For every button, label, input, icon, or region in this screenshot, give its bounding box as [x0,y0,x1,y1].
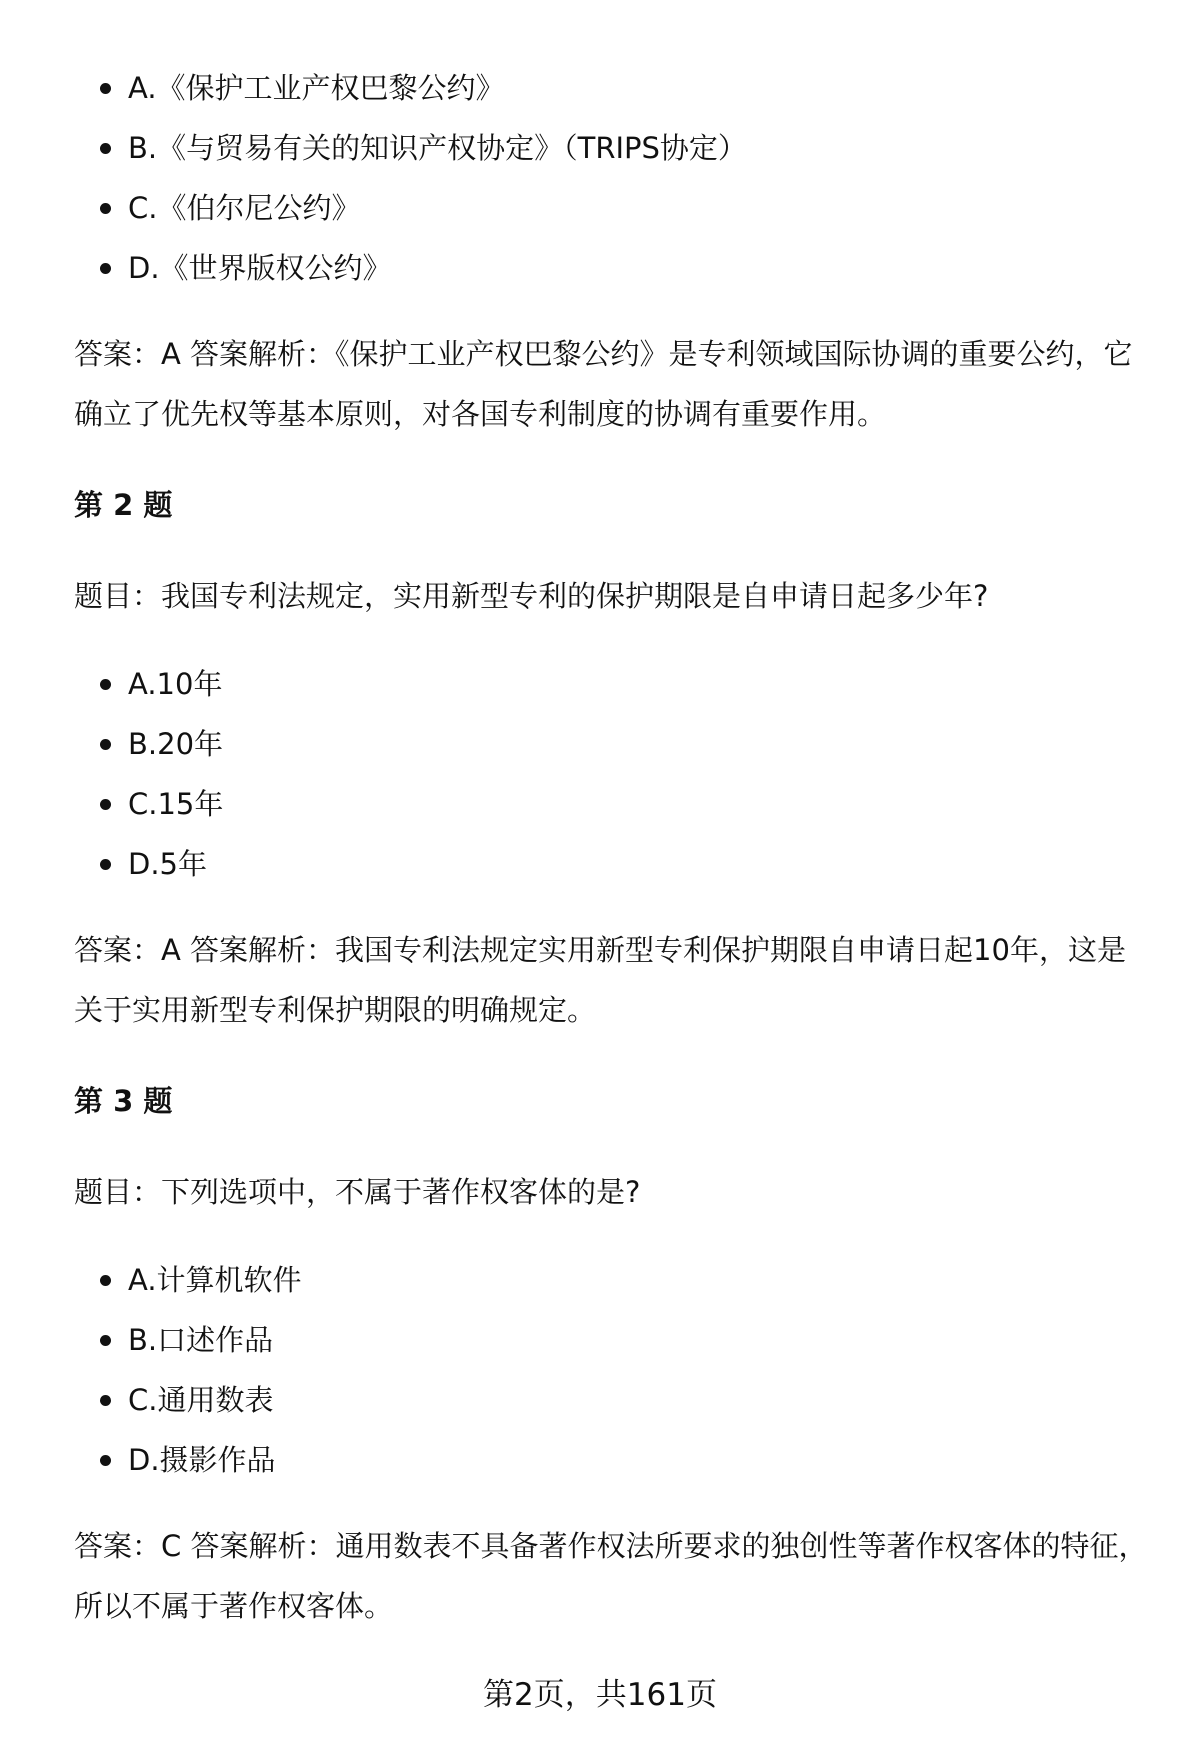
q2-question: 题目：我国专利法规定，实用新型专利的保护期限是自申请日起多少年? [74,579,989,613]
bullet-icon [100,203,111,214]
bullet-icon [100,799,111,810]
q3-option-d: D.摄影作品 [74,1430,1154,1490]
q3-option-b: B.口述作品 [74,1310,1154,1370]
bullet-icon [100,143,111,154]
bullet-icon [100,679,111,690]
q3-option-c: C.通用数表 [74,1370,1154,1430]
bullet-icon [100,83,111,94]
q3-question: 题目：下列选项中，不属于著作权客体的是? [74,1175,641,1209]
q3-option-list [74,1250,1154,1490]
q3-answer: 答案：C 答案解析：通用数表不具备著作权法所要求的独创性等著作权客体的特征，所以不属于著作权客体。 [74,1529,1148,1623]
q2-option-d: D.5年 [74,834,1154,894]
q2-option-b: B.20年 [74,714,1154,774]
page-number-footer: 第2页，共161页 [483,1677,717,1713]
q1-option-list [74,58,1154,298]
q3-heading: 第 3 题 [74,1084,173,1118]
q2-option-c: C.15年 [74,774,1154,834]
q1-option-b: B.《与贸易有关的知识产权协定》（TRIPS协定） [74,118,1154,178]
bullet-icon [100,1455,111,1466]
bullet-icon [100,859,111,870]
q3-option-a: A.计算机软件 [74,1250,1154,1310]
q1-option-a: A.《保护工业产权巴黎公约》 [74,58,1154,118]
bullet-icon [100,1335,111,1346]
bullet-icon [100,1275,111,1286]
q2-option-a: A.10年 [74,654,1154,714]
q1-answer: 答案：A 答案解析：《保护工业产权巴黎公约》是专利领域国际协调的重要公约，它确立了优先权等基本原则，对各国专利制度的协调有重要作用。 [74,337,1133,431]
q1-option-d: D.《世界版权公约》 [74,238,1154,298]
q1-option-c: C.《伯尔尼公约》 [74,178,1154,238]
q2-answer: 答案：A 答案解析：我国专利法规定实用新型专利保护期限自申请日起10年，这是关于实用新型专利保护期限的明确规定。 [74,933,1126,1027]
q2-option-list [74,654,1154,894]
q2-heading: 第 2 题 [74,488,173,522]
bullet-icon [100,263,111,274]
bullet-icon [100,739,111,750]
bullet-icon [100,1395,111,1406]
